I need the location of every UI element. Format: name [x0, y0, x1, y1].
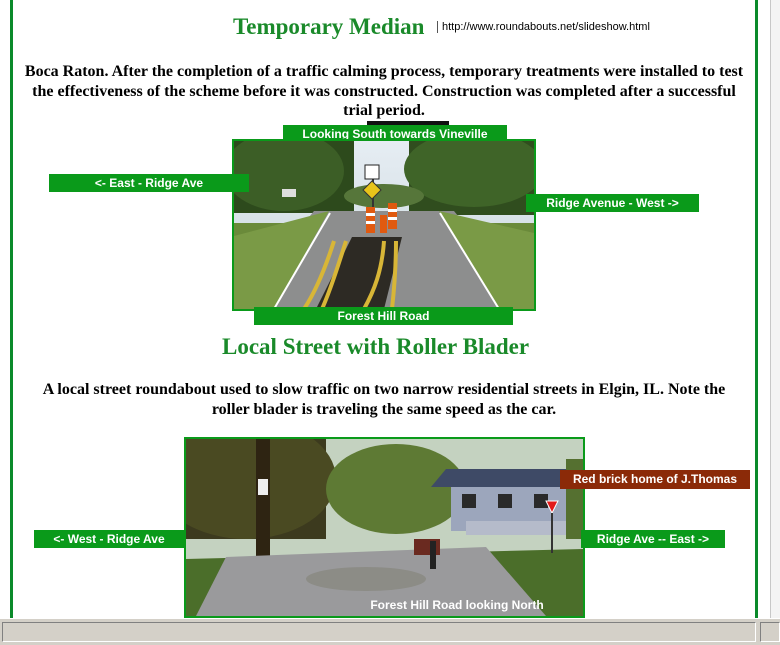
photo2-label-right: Ridge Ave -- East -> [581, 530, 725, 548]
section-description-temporary-median: Boca Raton. After the completion of a traffic calming process, temporary treatments were installed to test the effectiveness of the scheme before it was constructed. Construction was completed after a successful trial period. [24, 63, 744, 119]
photo1-label-top: Looking South towards Vineville [283, 125, 507, 143]
photo2-label-left: <- West - Ridge Ave [34, 530, 184, 548]
browser-status-bar [0, 618, 780, 645]
right-border-rule [755, 0, 758, 618]
page-url[interactable]: http://www.roundabouts.net/slideshow.html [437, 21, 650, 33]
roller-blader-photo [184, 437, 585, 618]
status-pane-zone [760, 622, 780, 642]
photo1-label-bottom: Forest Hill Road [254, 307, 513, 325]
temporary-median-photo [232, 139, 536, 311]
status-pane-main [2, 622, 756, 642]
photo1-label-right: Ridge Avenue - West -> [526, 194, 699, 212]
section-description-local-street: A local street roundabout used to slow traffic on two narrow residential streets in Elgin, IL. Note the roller blader is traveling the same speed as the car. [42, 381, 726, 418]
photo2-label-bottom: Forest Hill Road looking North [370, 598, 544, 612]
photo2-label-home: Red brick home of J.Thomas [560, 470, 750, 489]
left-border-rule [10, 0, 13, 618]
section-title-temporary-median: Temporary Median [233, 14, 425, 39]
window-scrollbar[interactable] [770, 0, 780, 618]
section-title-local-street: Local Street with Roller Blader [222, 334, 530, 359]
photo1-label-left: <- East - Ridge Ave [49, 174, 249, 192]
